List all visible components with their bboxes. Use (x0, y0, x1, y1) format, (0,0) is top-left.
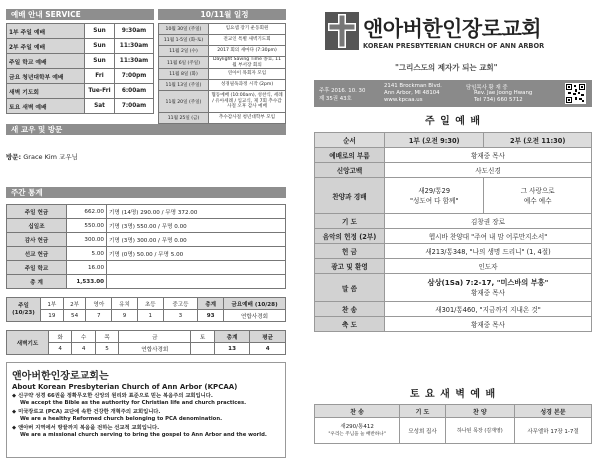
worship-cell: 황재중 목사 (385, 148, 592, 163)
offering-row (7, 275, 286, 289)
dw-header: 성경 본문 (515, 405, 592, 418)
service-day: Sun (85, 54, 115, 69)
offering-row (7, 219, 286, 233)
offering-table (6, 204, 286, 289)
dw-hymn (315, 418, 400, 444)
dw-praise: 하나된 목장 (김재영) (445, 418, 514, 444)
sermon-title: 삼상(1Sa) 7:2-17, "미스바의 부흥" (427, 277, 549, 287)
service-name: 1부 주일 예배 (7, 24, 85, 39)
worship-cell (385, 274, 592, 302)
services-table (6, 23, 154, 114)
cross-logo-icon (325, 12, 359, 50)
offering-amount: 662.00 (67, 205, 107, 219)
offering-label: 주일 학교 (7, 261, 67, 275)
dawn-stats-value: 4 (72, 343, 95, 355)
calendar-event: 성경필독과정 시작 (2pm) (209, 80, 286, 91)
offering-detail (107, 261, 286, 275)
worship-label: 찬양과 경배 (315, 178, 385, 214)
service-time: 9:30am (115, 24, 154, 39)
attendance-header: 초등 (137, 298, 163, 310)
offering-amount: 16.00 (67, 261, 107, 275)
about-subtitle: About Korean Presbyterian Church of Ann Arbor (KPCAA) (12, 383, 238, 391)
dw-header: 기 도 (400, 405, 446, 418)
worship-column-header: 2부 (오전 11:30) (484, 133, 592, 148)
attendance-value: 연합사경회 (224, 310, 286, 322)
about-box (6, 362, 286, 458)
about-item-row (12, 409, 280, 416)
calendar-row (159, 80, 286, 91)
dawn-stats-header: 토 (191, 331, 214, 343)
dw-scripture: 사무엘하 17장 1-7절 (515, 418, 592, 444)
worship-cell: 새213/통348, "나의 생명 드리니" (1, 4절) (385, 244, 592, 259)
about-title: 앤아버한인장로교회는 (12, 371, 109, 382)
worship-label: 헌 금 (315, 244, 385, 259)
attendance-value: 54 (63, 310, 86, 322)
services-header: 예배 안내 SERVICE (6, 9, 154, 20)
offering-row (7, 247, 286, 261)
offering-amount: 1,533.00 (67, 275, 107, 289)
dawn-stats-value: 연합사경회 (119, 343, 191, 355)
calendar-date: 11월 8일 (화) (159, 69, 209, 80)
about-items (12, 393, 280, 439)
calendar-event: 2017 회의 새마다 (7:30pm) (209, 46, 286, 57)
worship-cell: 새301/통460, "지금까지 지내온 것" (385, 302, 592, 317)
worship-cell: 사도신경 (385, 163, 592, 178)
bullet-icon: ◆ (12, 425, 17, 431)
dawn-stats-header: 수 (72, 331, 95, 343)
bullet-icon: ◆ (12, 409, 17, 415)
about-item-en: We accept the Bible as the authority for Christian life and church practices. (20, 400, 247, 406)
dawn-stats-header: 화 (49, 331, 72, 343)
service-day: Sun (85, 24, 115, 39)
worship-row (315, 259, 592, 274)
qr-code-icon (565, 83, 586, 104)
worship-cell: 인도자 (385, 259, 592, 274)
about-item (12, 409, 280, 423)
worship-label: 광고 및 환영 (315, 259, 385, 274)
about-item-row (12, 393, 280, 400)
service-time: 7:00pm (115, 69, 154, 84)
offering-amount: 300.00 (67, 233, 107, 247)
praise-1a: 새29/통29 (418, 186, 451, 195)
dawn-stats-value: 4 (250, 343, 286, 355)
about-item (12, 425, 280, 439)
guests-names: Grace Kim 교우님 (23, 153, 78, 161)
attendance-table (6, 297, 286, 322)
offering-amount: 5.00 (67, 247, 107, 261)
pastor-en: Rev. Jae Joong Hwang (474, 90, 533, 96)
dawn-stats-header: 평균 (250, 331, 286, 343)
worship-row (315, 229, 592, 244)
worship-column-header: 1부 (오전 9:30) (385, 133, 484, 148)
service-name: 새벽 기도회 (7, 84, 85, 99)
service-name: 토요 새벽 예배 (7, 99, 85, 114)
calendar-date: 11월 6일 (주일) (159, 57, 209, 69)
calendar-event: 협동예배 (10:00am), 성찬식, 세례 / 유아세례 / 입교식, 제 7회 추수감사절 오후 감사 예배 (209, 91, 286, 113)
dw-hymn-number: 새290/통412 (340, 423, 374, 430)
church-logo (325, 12, 359, 50)
dawn-worship-title: 토 요 새 벽 예 배 (409, 389, 497, 400)
guests-line (6, 152, 286, 161)
offering-label: 감사 헌금 (7, 233, 67, 247)
worship-row (315, 274, 592, 302)
church-name-en: KOREAN PRESBYTERIAN CHURCH OF ANN ARBOR (363, 42, 545, 50)
offering-detail: 기명 (3명) 300.00 / 무명 0.00 (107, 233, 286, 247)
worship-column-header: 순서 (315, 133, 385, 148)
sermon-preacher: 황재중 목사 (471, 288, 505, 297)
calendar-event: 전교인 특별 새벽기도회 (209, 35, 286, 46)
calendar-row (159, 91, 286, 113)
dawn-stats-value (191, 343, 214, 355)
worship-label: 찬 송 (315, 302, 385, 317)
calendar-table (158, 23, 286, 124)
praise-2a: 그 사랑으로 (520, 186, 555, 195)
address-line1: 2141 Brockman Blvd. (384, 83, 442, 89)
service-row (7, 54, 154, 69)
offering-label: 십일조 (7, 219, 67, 233)
attendance-header: 영아 (86, 298, 112, 310)
attendance-value: 9 (112, 310, 138, 322)
church-motto: "그리스도의 제자가 되는 교회" (395, 63, 498, 72)
dawn-stats-table (6, 330, 286, 355)
offering-amount: 550.00 (67, 219, 107, 233)
offering-detail (107, 275, 286, 289)
worship-header-row (315, 133, 592, 148)
offering-row (7, 205, 286, 219)
church-name-ko: 앤아버한인장로교회 (363, 17, 542, 41)
service-day: Fri (85, 69, 115, 84)
info-bar (314, 80, 592, 107)
offering-label: 선교 헌금 (7, 247, 67, 261)
attendance-value: 19 (41, 310, 64, 322)
service-row (7, 99, 154, 114)
worship-row (315, 302, 592, 317)
service-name: 주일 학교 예배 (7, 54, 85, 69)
service-row (7, 24, 154, 39)
about-item-en: We are a missional church serving to bring the gospel to Ann Arbor and the world. (20, 432, 267, 438)
service-row (7, 69, 154, 84)
offering-row (7, 233, 286, 247)
service-day: Sat (85, 99, 115, 114)
worship-cell-1 (385, 178, 484, 214)
dw-prayer: 모성희 집사 (400, 418, 446, 444)
calendar-date: 11월 20일 (주일) (159, 91, 209, 113)
worship-cell-2 (484, 178, 592, 214)
praise-2b: 예수 예수 (523, 196, 552, 205)
worship-row (315, 163, 592, 178)
attendance-header: 총계 (198, 298, 224, 310)
dawn-stats-label: 새벽기도 (7, 331, 49, 355)
calendar-date: 10월 30일 (주일) (159, 24, 209, 35)
service-time: 11:30am (115, 54, 154, 69)
address-line2: Ann Arbor, MI 48104 (384, 90, 440, 96)
offering-detail: 기명 (14명) 290.00 / 무명 372.00 (107, 205, 286, 219)
attendance-value: 1 (137, 310, 163, 322)
service-name: 2부 주일 예배 (7, 39, 85, 54)
about-item-ko: 미국장로교 (PCA) 교단에 속한 건강한 개혁주의 교회입니다. (18, 409, 161, 415)
calendar-date: 11월 2일 (수) (159, 46, 209, 57)
guests-label: 방문: (6, 153, 22, 161)
stats-header: 주간 통계 (6, 187, 286, 198)
worship-row (315, 244, 592, 259)
calendar-row (159, 46, 286, 57)
attendance-header: 유치 (112, 298, 138, 310)
offering-row (7, 261, 286, 275)
calendar-event: Daylight Saving Time 종료, 11월 부서장 회의 (209, 57, 286, 69)
attendance-header: 금요예배 (10/28) (224, 298, 286, 310)
dw-hymn-title: "우리는 주님을 늘 배반하나" (328, 431, 386, 437)
worship-label: 음악의 헌정 (2부) (315, 229, 385, 244)
worship-row (315, 148, 592, 163)
calendar-date: 11월 13일 (주일) (159, 80, 209, 91)
worship-row (315, 214, 592, 229)
calendar-event: 임요셉 장기 운동회원 (209, 24, 286, 35)
service-time: 6:00am (115, 84, 154, 99)
service-day: Sun (85, 39, 115, 54)
dawn-stats-value: 5 (95, 343, 118, 355)
calendar-date: 11월 25일 (금) (159, 113, 209, 124)
dawn-stats-value: 4 (49, 343, 72, 355)
worship-title: 주 일 예 배 (424, 116, 482, 127)
attendance-header: 2부 (63, 298, 86, 310)
service-name: 금요 청년대학부 예배 (7, 69, 85, 84)
attendance-value: 7 (86, 310, 112, 322)
service-time: 7:00am (115, 99, 154, 114)
service-row (7, 84, 154, 99)
calendar-event: 연아이 목회자 모임 (209, 69, 286, 80)
worship-label: 축 도 (315, 317, 385, 332)
about-item-en: We are a healthy Reformed church belonging to PCA denomination. (20, 416, 223, 422)
about-item (12, 393, 280, 407)
website[interactable]: www.kpcaa.us (384, 97, 423, 103)
attendance-header: 1부 (41, 298, 64, 310)
calendar-row (159, 69, 286, 80)
issue-date: 주후 2016. 10. 30 (319, 88, 366, 94)
calendar-header: 10/11월 일정 (158, 9, 286, 20)
worship-label: 말 씀 (315, 274, 385, 302)
worship-cell: 헵시바 찬양대 "주여 내 맘 어루만지소서" (385, 229, 592, 244)
offering-label: 총 계 (7, 275, 67, 289)
praise-1b: "성도여 다 함께" (409, 196, 459, 205)
attendance-header: 중고등 (163, 298, 198, 310)
worship-label: 기 도 (315, 214, 385, 229)
worship-label: 신앙고백 (315, 163, 385, 178)
offering-label: 주일 헌금 (7, 205, 67, 219)
about-item-ko: 신구약 성경 66권을 정확무오한 신앙의 원리와 표준으로 믿는 복음주의 교회입니다. (18, 393, 213, 399)
offering-detail: 기명 (3명) 550.00 / 무명 0.00 (107, 219, 286, 233)
calendar-row (159, 35, 286, 46)
attendance-label: 주일 (10/23) (7, 298, 41, 322)
worship-cell: 김창권 장로 (385, 214, 592, 229)
calendar-date: 11월 1-5일 (화-토) (159, 35, 209, 46)
phone: Tel 734) 660 5712 (474, 97, 523, 103)
attendance-value: 93 (198, 310, 224, 322)
service-day: Tue-Fri (85, 84, 115, 99)
issue-volume: 제 35권 43호 (319, 96, 352, 102)
service-row (7, 39, 154, 54)
dawn-stats-header: 총계 (214, 331, 250, 343)
calendar-event: 추수감사절 청년대학부 모임 (209, 113, 286, 124)
dawn-stats-header: 금 (119, 331, 191, 343)
pastor-ko: 담임목사 황 재 중 (466, 85, 508, 91)
dawn-worship-table (314, 404, 592, 444)
about-item-row (12, 425, 280, 432)
worship-label: 예배로의 부름 (315, 148, 385, 163)
attendance-value: 3 (163, 310, 198, 322)
worship-row (315, 178, 592, 214)
worship-cell: 황재중 목사 (385, 317, 592, 332)
worship-row (315, 317, 592, 332)
worship-table (314, 132, 592, 332)
dw-header: 찬 양 (445, 405, 514, 418)
about-item-ko: 앤아버 지역에서 땅끝까지 복음을 전하는 선교적 교회입니다. (18, 425, 160, 431)
dawn-stats-header: 목 (95, 331, 118, 343)
service-time: 11:30am (115, 39, 154, 54)
bullet-icon: ◆ (12, 393, 17, 399)
dawn-stats-value: 13 (214, 343, 250, 355)
guests-header: 새 교우 및 방문 (6, 124, 286, 135)
calendar-row (159, 113, 286, 124)
calendar-row (159, 24, 286, 35)
offering-detail: 기명 (0명) 50.00 / 무명 5.00 (107, 247, 286, 261)
calendar-row (159, 57, 286, 69)
dw-header: 찬 송 (315, 405, 400, 418)
